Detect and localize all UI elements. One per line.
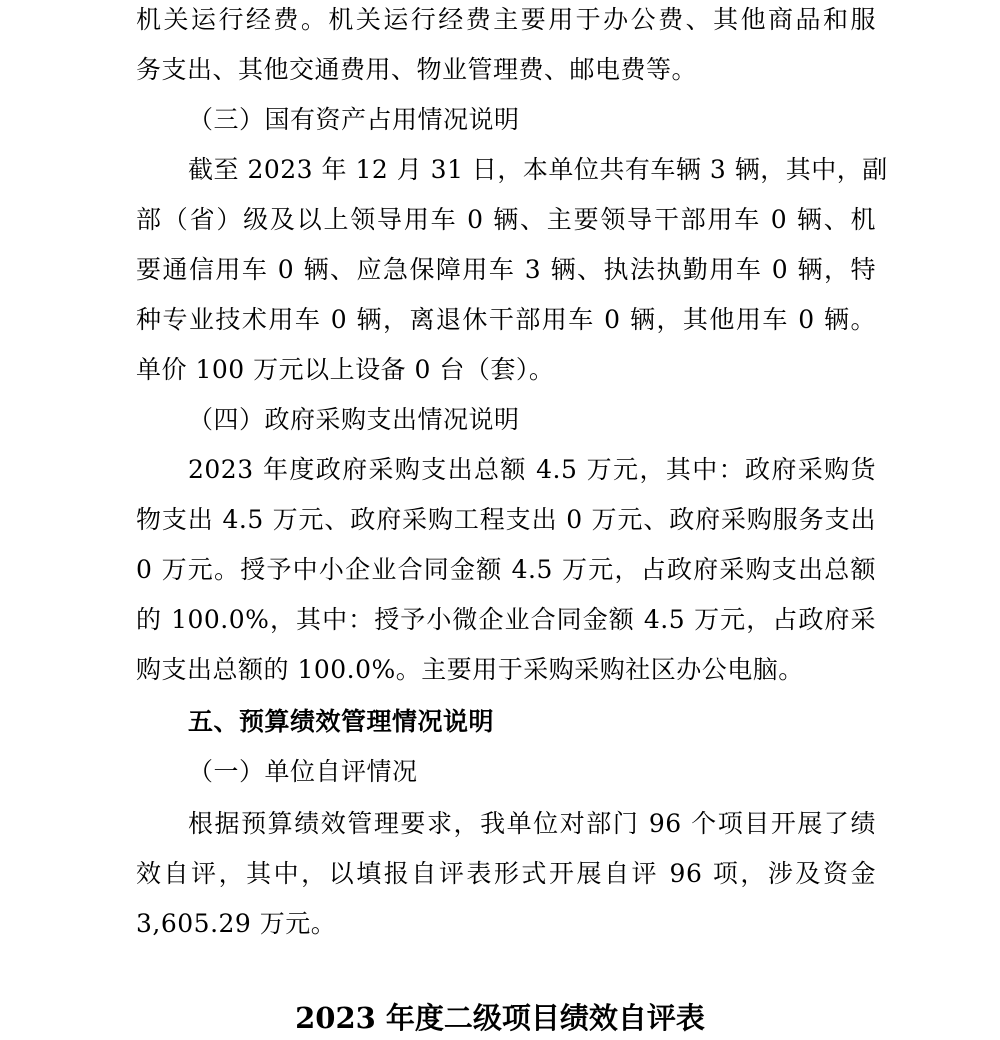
paragraph-line: 物支出 4.5 万元、政府采购工程支出 0 万元、政府采购服务支出 — [136, 505, 876, 534]
section-heading-self-evaluation: （一）单位自评情况 — [188, 757, 418, 786]
paragraph-line: 3,605.29 万元。 — [136, 909, 337, 938]
section-heading-performance: 五、预算绩效管理情况说明 — [188, 707, 495, 736]
paragraph-line: 效自评，其中，以填报自评表形式开展自评 96 项，涉及资金 — [136, 859, 876, 888]
paragraph-line: 种专业技术用车 0 辆，离退休干部用车 0 辆，其他用车 0 辆。 — [136, 305, 876, 334]
paragraph-line: 部（省）级及以上领导用车 0 辆、主要领导干部用车 0 辆、机 — [136, 205, 876, 234]
paragraph-line: 根据预算绩效管理要求，我单位对部门 96 个项目开展了绩 — [188, 809, 876, 838]
paragraph-line: 2023 年度政府采购支出总额 4.5 万元，其中：政府采购货 — [188, 455, 876, 484]
paragraph-line: 0 万元。授予中小企业合同金额 4.5 万元，占政府采购支出总额 — [136, 555, 876, 584]
section-heading-procurement: （四）政府采购支出情况说明 — [188, 405, 520, 434]
paragraph-line: 务支出、其他交通费用、物业管理费、邮电费等。 — [136, 55, 698, 84]
paragraph-line: 机关运行经费。机关运行经费主要用于办公费、其他商品和服 — [136, 5, 876, 34]
paragraph-line: 的 100.0%，其中：授予小微企业合同金额 4.5 万元，占政府采 — [136, 605, 876, 634]
paragraph-line: 截至 2023 年 12 月 31 日，本单位共有车辆 3 辆，其中，副 — [188, 155, 888, 184]
paragraph-line: 购支出总额的 100.0%。主要用于采购采购社区办公电脑。 — [136, 655, 804, 684]
paragraph-line: 单价 100 万元以上设备 0 台（套）。 — [136, 355, 555, 384]
table-title: 2023 年度二级项目绩效自评表 — [295, 1001, 705, 1035]
paragraph-line: 要通信用车 0 辆、应急保障用车 3 辆、执法执勤用车 0 辆，特 — [136, 255, 876, 284]
section-heading-state-assets: （三）国有资产占用情况说明 — [188, 105, 520, 134]
